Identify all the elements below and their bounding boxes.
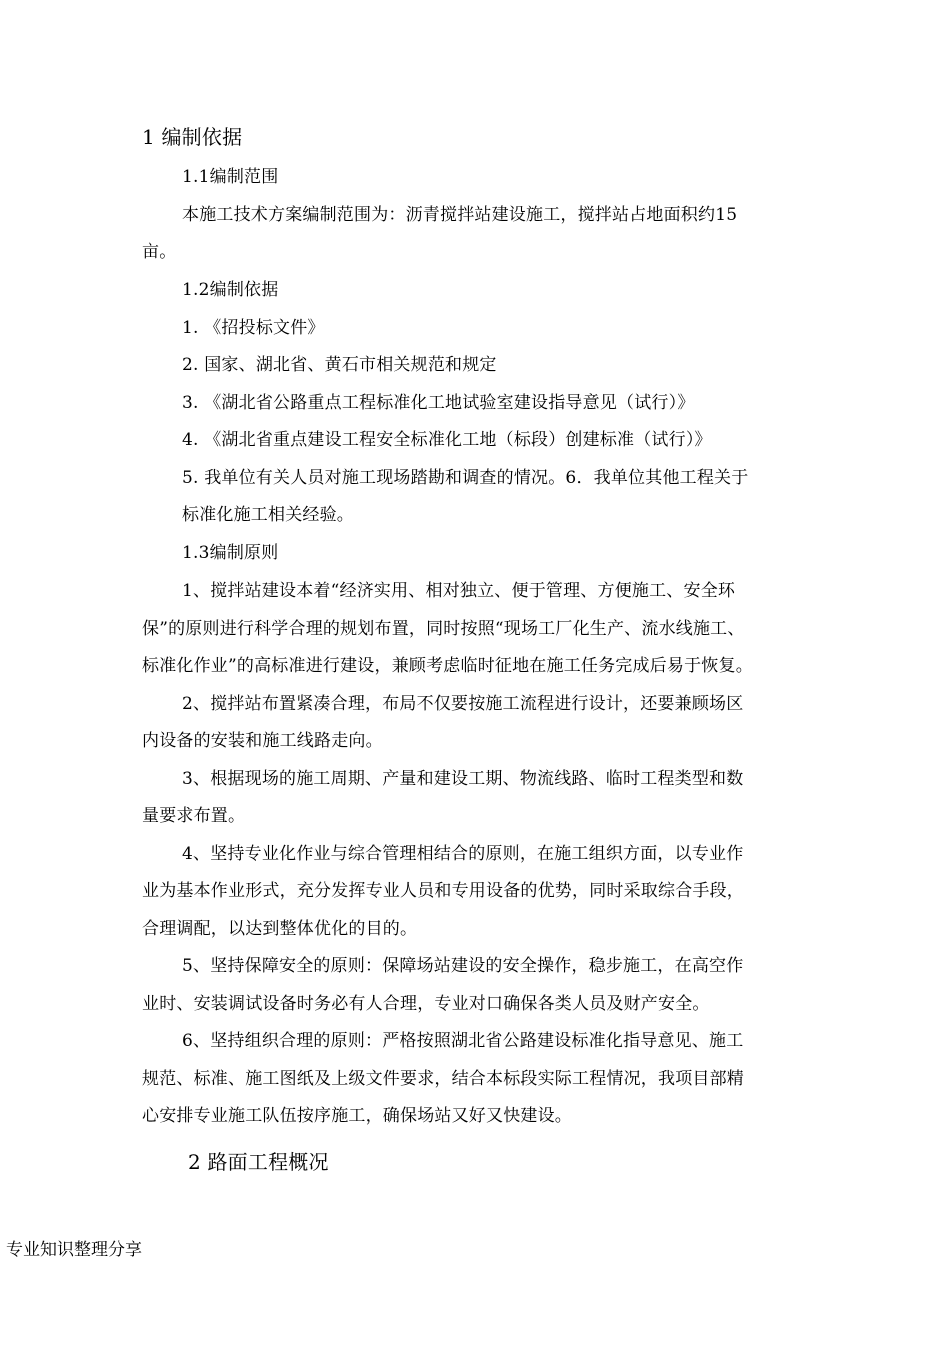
- basis-item: 1. 《招投标文件》: [182, 318, 325, 338]
- principle-line: 合理调配，以达到整体优化的目的。: [142, 919, 418, 939]
- principle-line: 4、坚持专业化作业与综合管理相结合的原则，在施工组织方面，以专业作: [182, 844, 744, 864]
- principle-line: 保”的原则进行科学合理的规划布置，同时按照“现场工厂化生产、流水线施工、: [142, 619, 745, 639]
- principle-line: 业为基本作业形式，充分发挥专业人员和专用设备的优势，同时采取综合手段，: [142, 881, 744, 901]
- principle-line: 1、搅拌站建设本着“经济实用、相对独立、便于管理、方便施工、安全环: [182, 581, 736, 601]
- paragraph-line: 亩。: [142, 242, 177, 262]
- subsection-title-1-2: 1.2编制依据: [182, 280, 279, 300]
- principle-line: 2、搅拌站布置紧凑合理，布局不仅要按施工流程进行设计，还要兼顾场区: [182, 694, 744, 714]
- basis-item: 3. 《湖北省公路重点工程标准化工地试验室建设指导意见（试行）》: [182, 393, 695, 413]
- basis-item: 标准化施工相关经验。: [182, 505, 354, 525]
- section-heading-1: 1 编制依据: [142, 125, 243, 149]
- principle-line: 业时、安装调试设备时务必有人合理，专业对口确保各类人员及财产安全。: [142, 994, 710, 1014]
- principle-line: 3、根据现场的施工周期、产量和建设工期、物流线路、临时工程类型和数: [182, 769, 744, 789]
- principle-line: 心安排专业施工队伍按序施工，确保场站又好又快建设。: [142, 1106, 572, 1126]
- paragraph-line: 本施工技术方案编制范围为：沥青搅拌站建设施工，搅拌站占地面积约15: [182, 205, 738, 225]
- footer-note: 专业知识整理分享: [6, 1240, 142, 1260]
- basis-item: 4. 《湖北省重点建设工程安全标准化工地（标段）创建标准（试行）》: [182, 430, 712, 450]
- subsection-title-1-1: 1.1编制范围: [182, 167, 279, 187]
- basis-item: 2. 国家、湖北省、黄石市相关规范和规定: [182, 355, 497, 375]
- principle-line: 内设备的安装和施工线路走向。: [142, 731, 383, 751]
- principle-line: 5、坚持保障安全的原则：保障场站建设的安全操作，稳步施工，在高空作: [182, 956, 744, 976]
- principle-line: 量要求布置。: [142, 806, 246, 826]
- principle-line: 规范、标准、施工图纸及上级文件要求，结合本标段实际工程情况，我项目部精: [142, 1069, 744, 1089]
- principle-line: 标准化作业”的高标准进行建设，兼顾考虑临时征地在施工任务完成后易于恢复。: [142, 656, 753, 676]
- principle-line: 6、坚持组织合理的原则：严格按照湖北省公路建设标准化指导意见、施工: [182, 1031, 744, 1051]
- subsection-title-1-3: 1.3编制原则: [182, 543, 279, 563]
- basis-item: 5. 我单位有关人员对施工现场踏勘和调查的情况。6．我单位其他工程关于: [182, 468, 749, 488]
- section-heading-2: 2 路面工程概况: [188, 1150, 329, 1174]
